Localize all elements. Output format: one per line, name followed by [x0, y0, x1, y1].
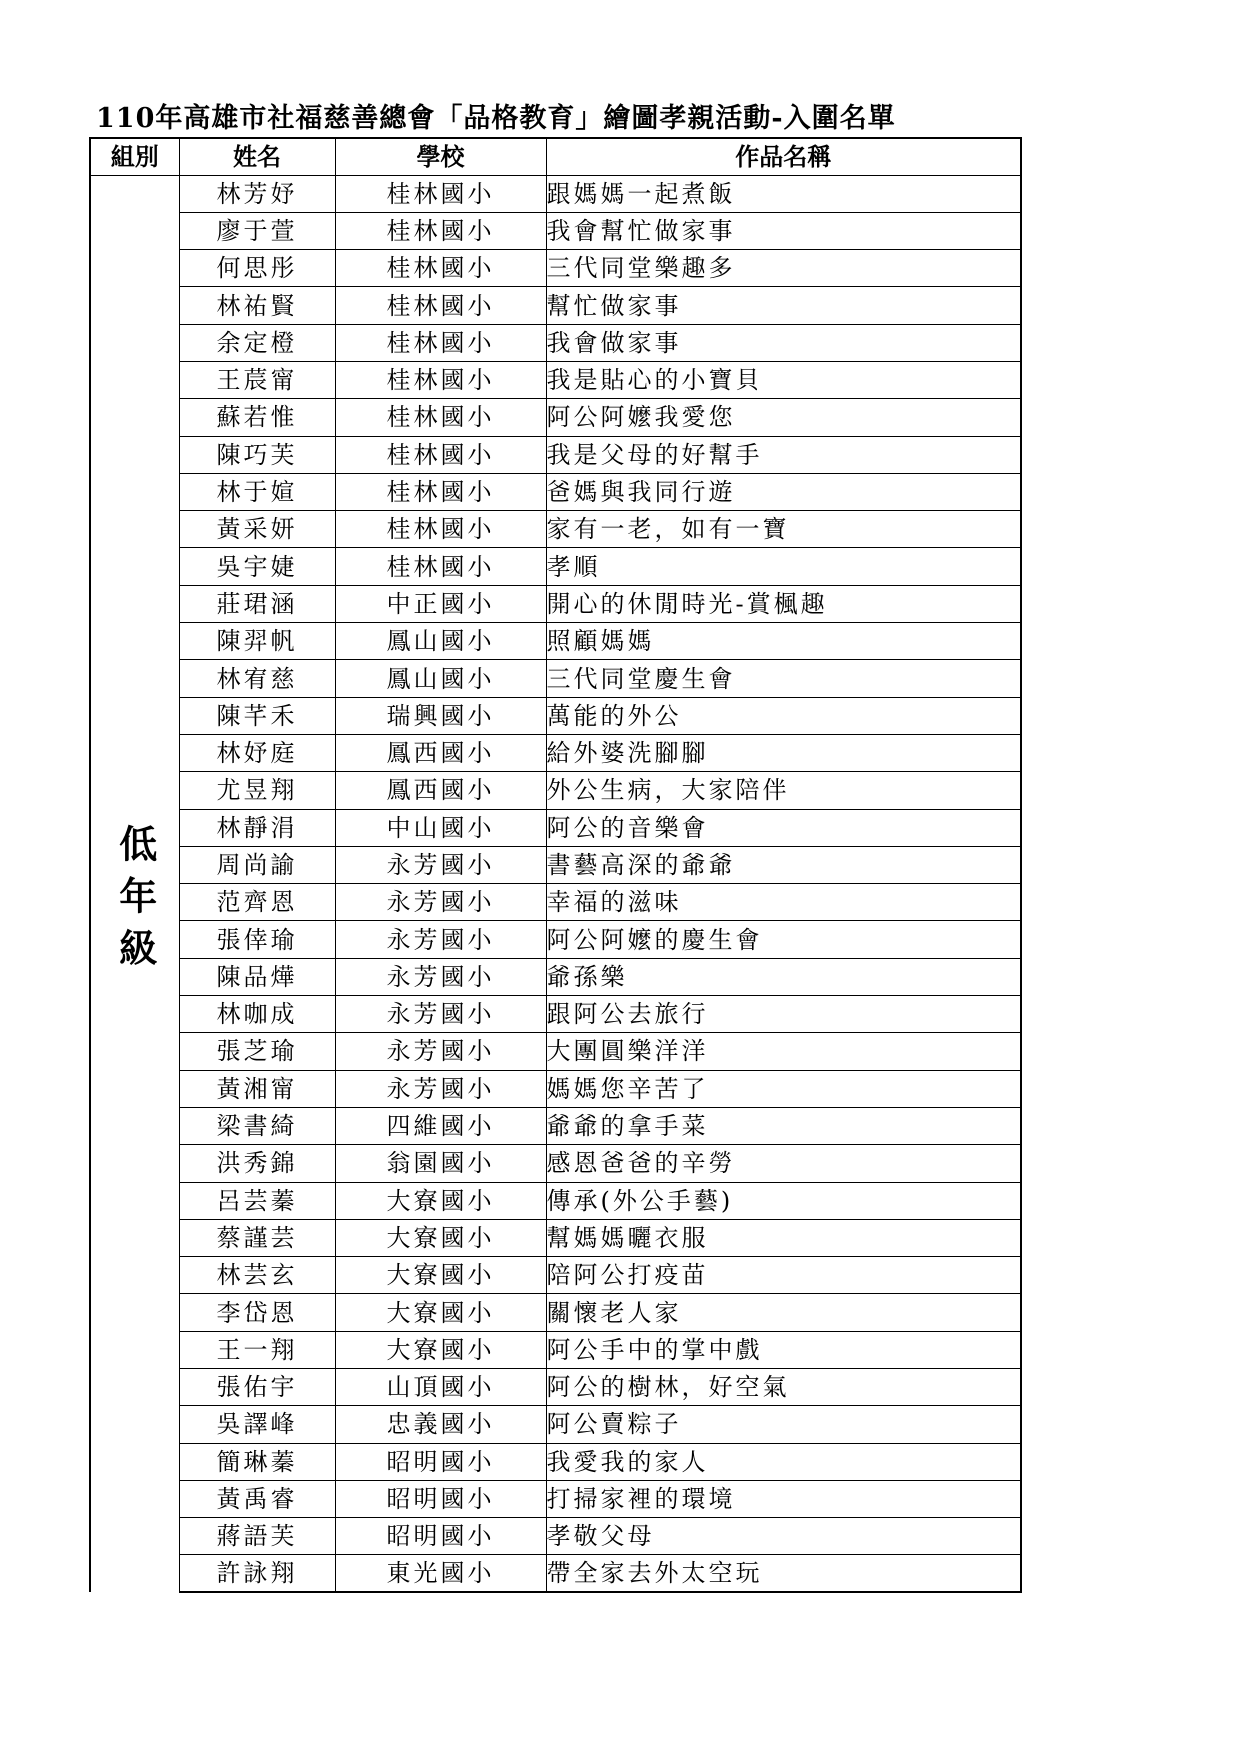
artwork-title-cell: 幫媽媽曬衣服 — [546, 1219, 1021, 1256]
school-cell: 山頂國小 — [335, 1369, 546, 1406]
table-row — [90, 399, 1021, 436]
table-row — [90, 1070, 1021, 1107]
table-row — [90, 623, 1021, 660]
table-row — [90, 958, 1021, 995]
table-header-row — [90, 138, 1021, 175]
header-work: 作品名稱 — [546, 138, 1021, 175]
artwork-title-cell: 幸福的滋味 — [546, 884, 1021, 921]
school-cell: 永芳國小 — [335, 921, 546, 958]
artwork-title-cell: 阿公賣粽子 — [546, 1406, 1021, 1443]
school-cell: 東光國小 — [335, 1555, 546, 1592]
table-row — [90, 884, 1021, 921]
table-row — [90, 846, 1021, 883]
school-cell: 大寮國小 — [335, 1331, 546, 1368]
student-name-cell: 蔡謹芸 — [179, 1219, 335, 1256]
school-cell: 大寮國小 — [335, 1182, 546, 1219]
table-row — [90, 473, 1021, 510]
artwork-title-cell: 媽媽您辛苦了 — [546, 1070, 1021, 1107]
table-row — [90, 1182, 1021, 1219]
student-name-cell: 莊珺涵 — [179, 585, 335, 622]
header-school: 學校 — [335, 138, 546, 175]
student-name-cell: 李岱恩 — [179, 1294, 335, 1331]
artwork-title-cell: 開心的休閒時光-賞楓趣 — [546, 585, 1021, 622]
table-row — [90, 436, 1021, 473]
school-cell: 桂林國小 — [335, 212, 546, 249]
table-row — [90, 548, 1021, 585]
school-cell: 大寮國小 — [335, 1257, 546, 1294]
table-row — [90, 250, 1021, 287]
artwork-title-cell: 大團圓樂洋洋 — [546, 1033, 1021, 1070]
table-row — [90, 511, 1021, 548]
student-name-cell: 陳芊禾 — [179, 697, 335, 734]
table-row — [90, 1033, 1021, 1070]
artwork-title-cell: 阿公手中的掌中戲 — [546, 1331, 1021, 1368]
artwork-title-cell: 孝敬父母 — [546, 1518, 1021, 1555]
school-cell: 鳳西國小 — [335, 734, 546, 771]
student-name-cell: 王一翔 — [179, 1331, 335, 1368]
artwork-title-cell: 家有一老，如有一寶 — [546, 511, 1021, 548]
artwork-title-cell: 外公生病，大家陪伴 — [546, 772, 1021, 809]
student-name-cell: 黃湘甯 — [179, 1070, 335, 1107]
student-name-cell: 周尚諭 — [179, 846, 335, 883]
student-name-cell: 蘇若惟 — [179, 399, 335, 436]
student-name-cell: 林咖成 — [179, 996, 335, 1033]
header-group: 組別 — [90, 138, 179, 175]
artwork-title-cell: 三代同堂樂趣多 — [546, 250, 1021, 287]
artwork-title-cell: 萬能的外公 — [546, 697, 1021, 734]
student-name-cell: 黃禹睿 — [179, 1480, 335, 1517]
header-name: 姓名 — [179, 138, 335, 175]
school-cell: 中正國小 — [335, 585, 546, 622]
table-row — [90, 772, 1021, 809]
artwork-title-cell: 孝順 — [546, 548, 1021, 585]
artwork-title-cell: 感恩爸爸的辛勞 — [546, 1145, 1021, 1182]
student-name-cell: 簡琳蓁 — [179, 1443, 335, 1480]
artwork-title-cell: 阿公阿嬤的慶生會 — [546, 921, 1021, 958]
school-cell: 鳳山國小 — [335, 623, 546, 660]
artwork-title-cell: 我會做家事 — [546, 324, 1021, 361]
table-row — [90, 1145, 1021, 1182]
artwork-title-cell: 跟阿公去旅行 — [546, 996, 1021, 1033]
table-row — [90, 734, 1021, 771]
artwork-title-cell: 陪阿公打疫苗 — [546, 1257, 1021, 1294]
student-name-cell: 林妤庭 — [179, 734, 335, 771]
artwork-title-cell: 阿公的音樂會 — [546, 809, 1021, 846]
school-cell: 鳳西國小 — [335, 772, 546, 809]
table-row — [90, 921, 1021, 958]
table-row — [90, 809, 1021, 846]
school-cell: 桂林國小 — [335, 324, 546, 361]
school-cell: 永芳國小 — [335, 884, 546, 921]
table-row — [90, 324, 1021, 361]
table-row — [90, 1107, 1021, 1144]
student-name-cell: 吳譯峰 — [179, 1406, 335, 1443]
school-cell: 桂林國小 — [335, 473, 546, 510]
page-title: 110年高雄市社福慈善總會「品格教育」繪圖孝親活動-入圍名單 — [96, 103, 896, 134]
school-cell: 桂林國小 — [335, 250, 546, 287]
table-row — [90, 212, 1021, 249]
school-cell: 中山國小 — [335, 809, 546, 846]
student-name-cell: 陳品燁 — [179, 958, 335, 995]
table-row — [90, 1369, 1021, 1406]
student-name-cell: 王莀甯 — [179, 361, 335, 398]
student-name-cell: 余定橙 — [179, 324, 335, 361]
artwork-title-cell: 阿公阿嬤我愛您 — [546, 399, 1021, 436]
artwork-title-cell: 帶全家去外太空玩 — [546, 1555, 1021, 1592]
table-row — [90, 1443, 1021, 1480]
table-row — [90, 697, 1021, 734]
table-row — [90, 1331, 1021, 1368]
table-row — [90, 996, 1021, 1033]
artwork-title-cell: 幫忙做家事 — [546, 287, 1021, 324]
artwork-title-cell: 關懷老人家 — [546, 1294, 1021, 1331]
student-name-cell: 許詠翔 — [179, 1555, 335, 1592]
artwork-title-cell: 打掃家裡的環境 — [546, 1480, 1021, 1517]
student-name-cell: 洪秀錦 — [179, 1145, 335, 1182]
table-row — [90, 361, 1021, 398]
student-name-cell: 林祐賢 — [179, 287, 335, 324]
student-name-cell: 張芝瑜 — [179, 1033, 335, 1070]
student-name-cell: 范齊恩 — [179, 884, 335, 921]
artwork-title-cell: 爺爺的拿手菜 — [546, 1107, 1021, 1144]
school-cell: 永芳國小 — [335, 1033, 546, 1070]
school-cell: 永芳國小 — [335, 1070, 546, 1107]
table-row — [90, 1518, 1021, 1555]
table-row — [90, 660, 1021, 697]
table-body — [90, 175, 1021, 1592]
student-name-cell: 廖于萱 — [179, 212, 335, 249]
table-row — [90, 1219, 1021, 1256]
school-cell: 鳳山國小 — [335, 660, 546, 697]
artwork-title-cell: 爸媽與我同行遊 — [546, 473, 1021, 510]
school-cell: 翁園國小 — [335, 1145, 546, 1182]
table-row — [90, 287, 1021, 324]
school-cell: 大寮國小 — [335, 1219, 546, 1256]
student-name-cell: 陳巧芙 — [179, 436, 335, 473]
artwork-title-cell: 我是父母的好幫手 — [546, 436, 1021, 473]
artwork-title-cell: 阿公的樹林，好空氣 — [546, 1369, 1021, 1406]
artwork-title-cell: 傳承(外公手藝) — [546, 1182, 1021, 1219]
artwork-title-cell: 跟媽媽一起煮飯 — [546, 175, 1021, 212]
school-cell: 桂林國小 — [335, 548, 546, 585]
artwork-title-cell: 三代同堂慶生會 — [546, 660, 1021, 697]
school-cell: 永芳國小 — [335, 846, 546, 883]
student-name-cell: 陳羿帆 — [179, 623, 335, 660]
table-row — [90, 1480, 1021, 1517]
school-cell: 昭明國小 — [335, 1443, 546, 1480]
school-cell: 昭明國小 — [335, 1480, 546, 1517]
artwork-title-cell: 我會幫忙做家事 — [546, 212, 1021, 249]
table-row — [90, 1555, 1021, 1592]
school-cell: 桂林國小 — [335, 287, 546, 324]
school-cell: 桂林國小 — [335, 399, 546, 436]
school-cell: 四維國小 — [335, 1107, 546, 1144]
student-name-cell: 蔣語芙 — [179, 1518, 335, 1555]
school-cell: 永芳國小 — [335, 996, 546, 1033]
table-row — [90, 1406, 1021, 1443]
finalist-table — [89, 137, 1022, 1593]
artwork-title-cell: 爺孫樂 — [546, 958, 1021, 995]
school-cell: 桂林國小 — [335, 436, 546, 473]
student-name-cell: 張佑宇 — [179, 1369, 335, 1406]
school-cell: 忠義國小 — [335, 1406, 546, 1443]
school-cell: 瑞興國小 — [335, 697, 546, 734]
artwork-title-cell: 給外婆洗腳腳 — [546, 734, 1021, 771]
artwork-title-cell: 書藝高深的爺爺 — [546, 846, 1021, 883]
student-name-cell: 林于媗 — [179, 473, 335, 510]
group-cell — [90, 175, 179, 1592]
table-row — [90, 585, 1021, 622]
student-name-cell: 張倖瑜 — [179, 921, 335, 958]
school-cell: 桂林國小 — [335, 511, 546, 548]
student-name-cell: 梁書綺 — [179, 1107, 335, 1144]
student-name-cell: 林芳妤 — [179, 175, 335, 212]
artwork-title-cell: 照顧媽媽 — [546, 623, 1021, 660]
student-name-cell: 何思彤 — [179, 250, 335, 287]
artwork-title-cell: 我是貼心的小寶貝 — [546, 361, 1021, 398]
artwork-title-cell: 我愛我的家人 — [546, 1443, 1021, 1480]
school-cell: 昭明國小 — [335, 1518, 546, 1555]
school-cell: 大寮國小 — [335, 1294, 546, 1331]
student-name-cell: 林芸玄 — [179, 1257, 335, 1294]
group-label: 低年級 — [112, 823, 158, 980]
table-row — [90, 1257, 1021, 1294]
table-row — [90, 1294, 1021, 1331]
student-name-cell: 黃采妍 — [179, 511, 335, 548]
student-name-cell: 吳宇婕 — [179, 548, 335, 585]
student-name-cell: 林靜涓 — [179, 809, 335, 846]
student-name-cell: 呂芸蓁 — [179, 1182, 335, 1219]
student-name-cell: 尤昱翔 — [179, 772, 335, 809]
table-row — [90, 175, 1021, 212]
student-name-cell: 林宥慈 — [179, 660, 335, 697]
school-cell: 桂林國小 — [335, 175, 546, 212]
school-cell: 桂林國小 — [335, 361, 546, 398]
school-cell: 永芳國小 — [335, 958, 546, 995]
